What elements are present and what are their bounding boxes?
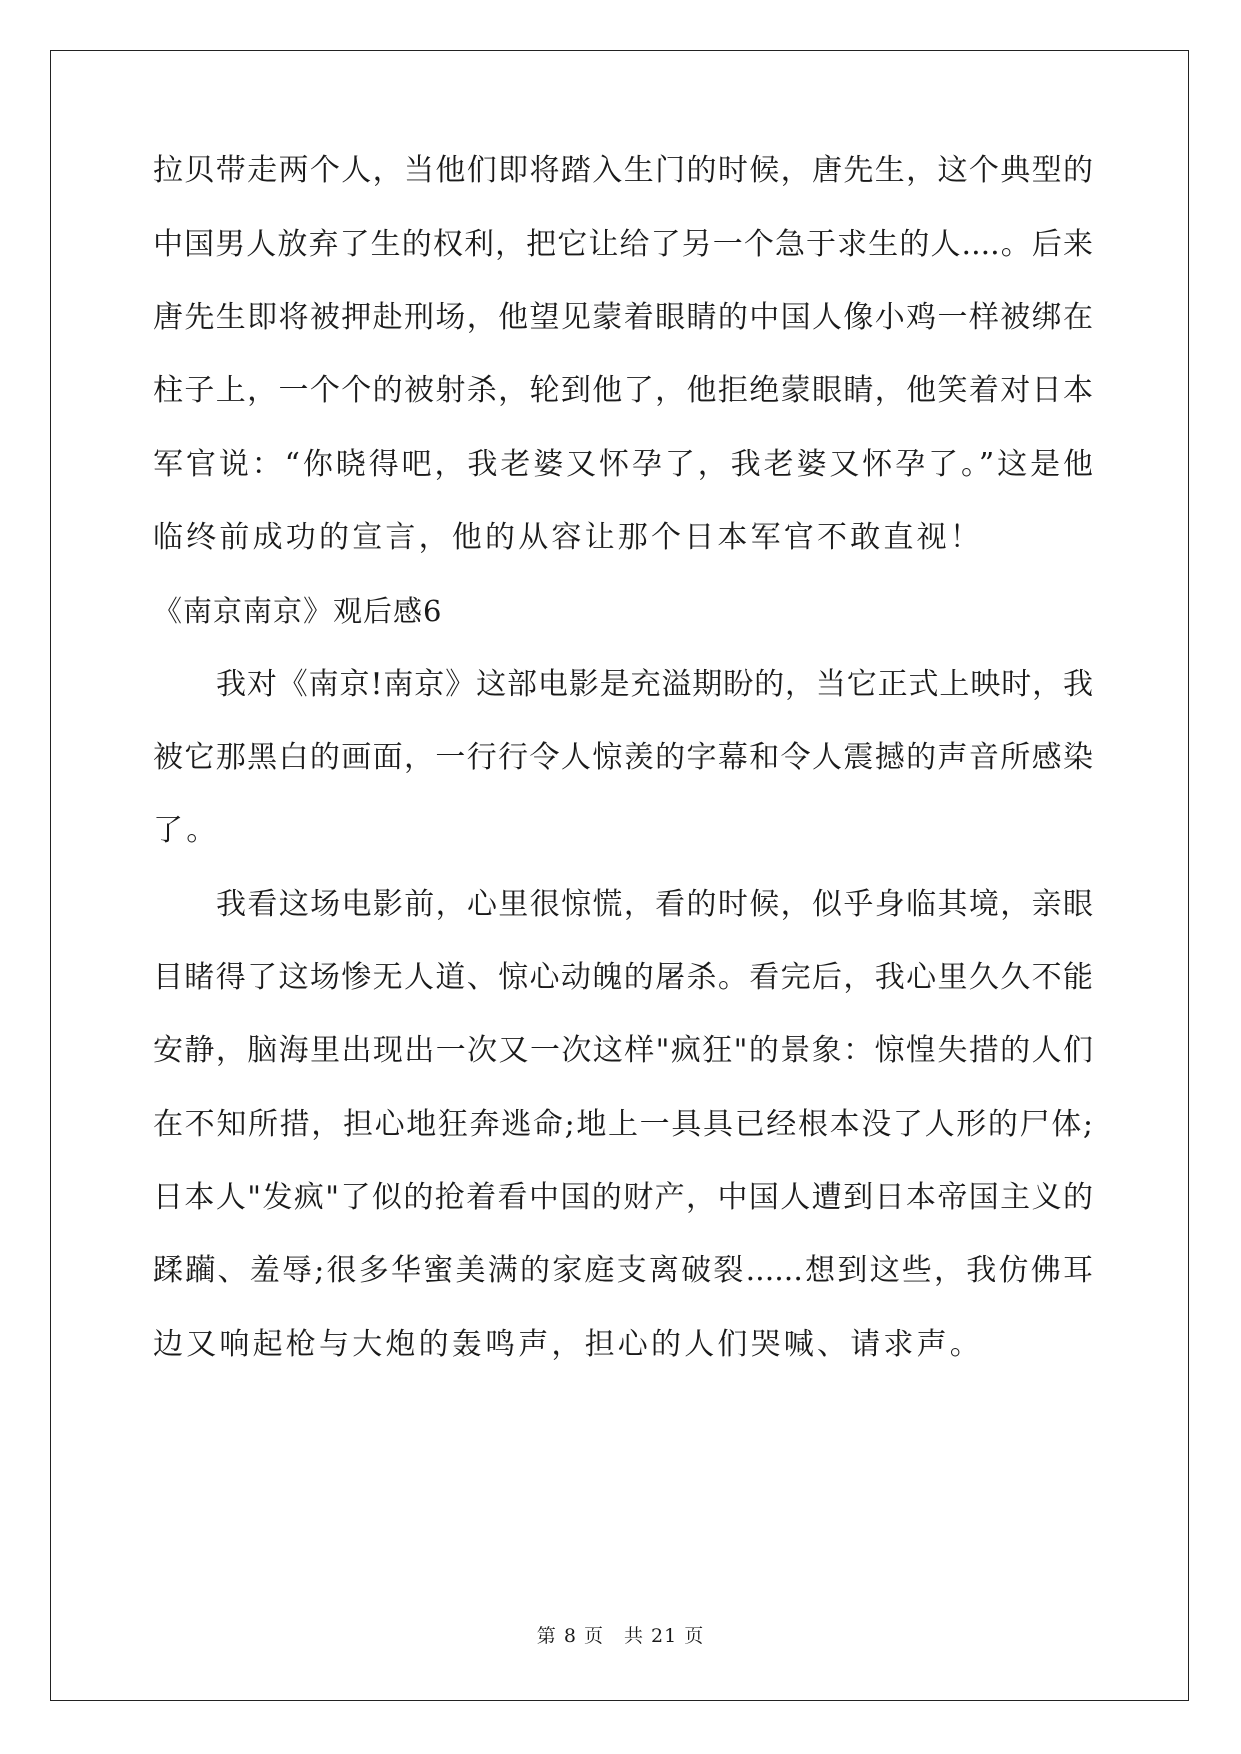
paragraph-line: 临终前成功的宣言，他的从容让那个日本军官不敢直视！ xyxy=(153,520,983,555)
paragraph-line: 军官说：“你晓得吧，我老婆又怀孕了，我老婆又怀孕了。”这是他 xyxy=(153,447,1093,482)
paragraph-line: 日本人"发疯"了似的抢着看中国的财产，中国人遭到日本帝国主义的 xyxy=(153,1180,1093,1215)
paragraph-line: 拉贝带走两个人，当他们即将踏入生门的时候，唐先生，这个典型的 xyxy=(153,153,1093,188)
paragraph-line: 唐先生即将被押赴刑场，他望见蒙着眼睛的中国人像小鸡一样被绑在 xyxy=(153,300,1093,335)
paragraph-line: 安静，脑海里出现出一次又一次这样"疯狂"的景象：惊惶失措的人们 xyxy=(153,1033,1093,1068)
paragraph-line: 了。 xyxy=(153,813,220,848)
paragraph-line: 目睹得了这场惨无人道、惊心动魄的屠杀。看完后，我心里久久不能 xyxy=(153,960,1093,995)
section-heading: 《南京南京》观后感6 xyxy=(153,594,443,628)
page-number: 第 8 页 共 21 页 xyxy=(536,1625,705,1647)
paragraph-line: 在不知所措，担心地狂奔逃命;地上一具具已经根本没了人形的尸体; xyxy=(153,1107,1093,1142)
paragraph-line: 边又响起枪与大炮的轰鸣声，担心的人们哭喊、请求声。 xyxy=(153,1327,983,1362)
paragraph-line: 柱子上，一个个的被射杀，轮到他了，他拒绝蒙眼睛，他笑着对日本 xyxy=(153,373,1093,408)
paragraph-line: 我对《南京!南京》这部电影是充溢期盼的，当它正式上映时，我 xyxy=(216,667,1093,702)
paragraph-line: 蹂躏、羞辱;很多华蜜美满的家庭支离破裂......想到这些，我仿佛耳 xyxy=(153,1253,1093,1288)
paragraph-line: 中国男人放弃了生的权利，把它让给了另一个急于求生的人....。后来 xyxy=(153,227,1093,262)
paragraph-line: 被它那黑白的画面，一行行令人惊羡的字幕和令人震撼的声音所感染 xyxy=(153,740,1093,775)
paragraph-line: 我看这场电影前，心里很惊慌，看的时候，似乎身临其境，亲眼 xyxy=(216,887,1093,922)
